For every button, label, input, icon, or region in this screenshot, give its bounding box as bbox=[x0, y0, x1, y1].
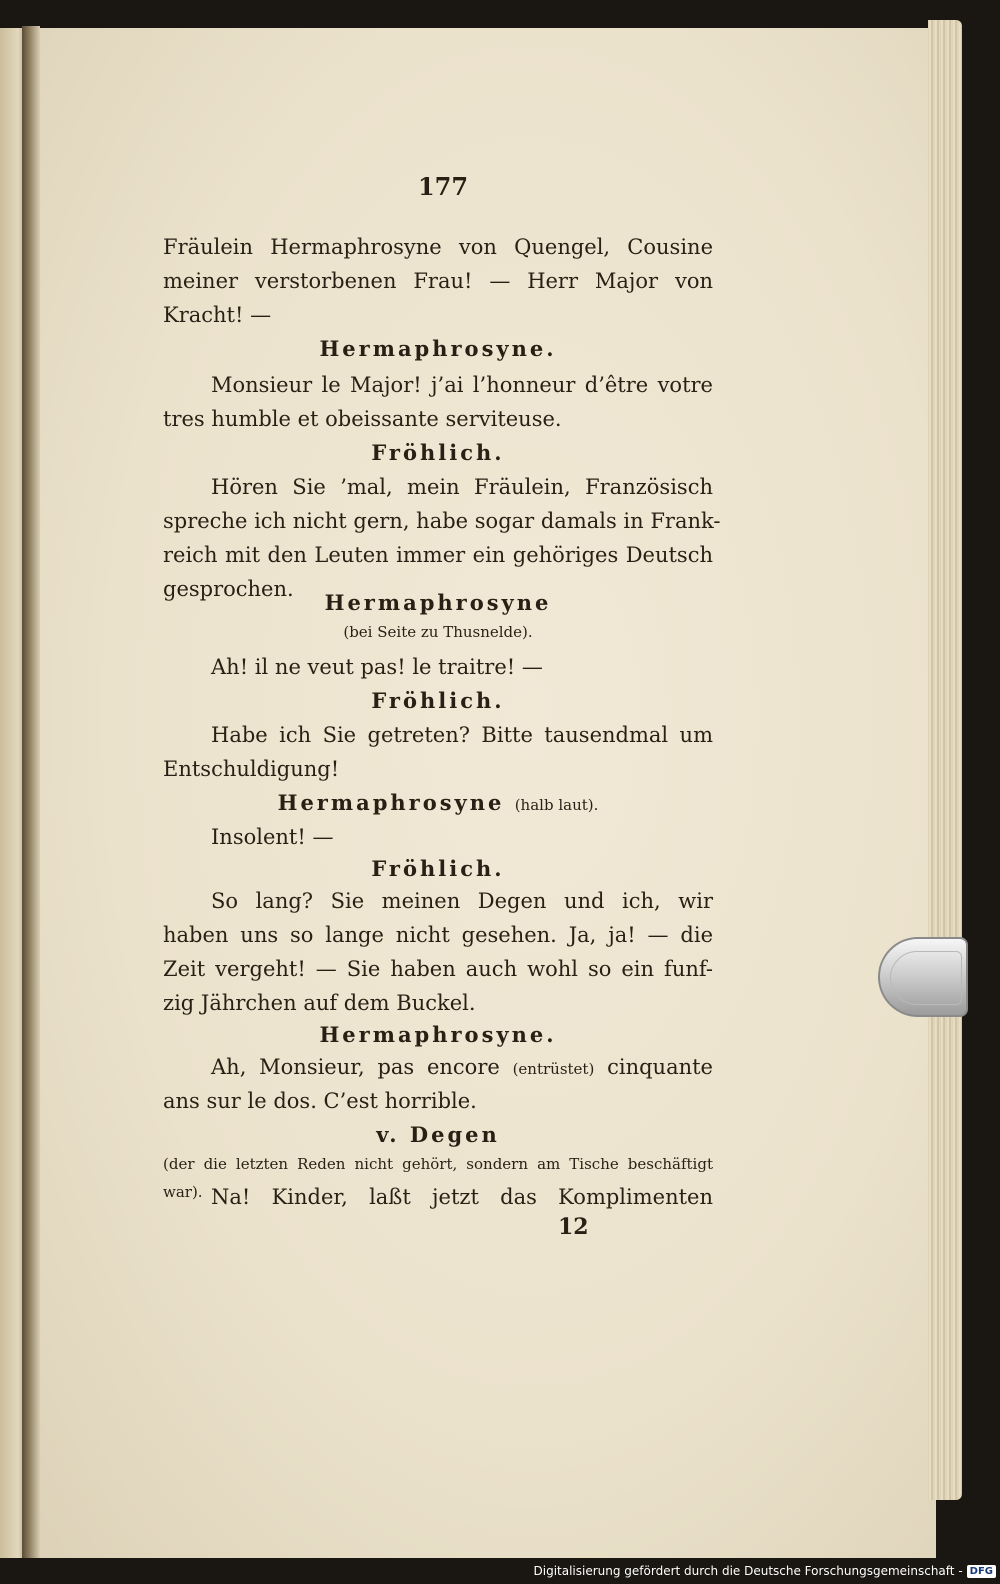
text-line: Ah! il ne veut pas! le traitre! — bbox=[211, 655, 543, 679]
page-clip bbox=[878, 937, 968, 1017]
speaker-name: Fröhlich. bbox=[371, 688, 505, 713]
text-line: Entschuldigung! bbox=[163, 757, 340, 781]
speaker-name: Fröhlich. bbox=[371, 856, 505, 881]
speaker-name: Hermaphrosyne bbox=[324, 590, 552, 615]
text-line: haben uns so lange nicht gesehen. Ja, ja! — die bbox=[163, 923, 713, 947]
text-line: Insolent! — bbox=[211, 825, 334, 849]
text-line: So lang? Sie meinen Degen und ich, wir bbox=[211, 889, 713, 913]
text-line: ans sur le dos. C’est horrible. bbox=[163, 1089, 477, 1113]
text-fragment: cinquante bbox=[607, 1055, 713, 1079]
speaker-name: Hermaphrosyne. bbox=[319, 336, 557, 361]
text-line: meiner verstorbenen Frau! — Herr Major von bbox=[163, 269, 713, 293]
stage-direction: (entrüstet) bbox=[512, 1060, 595, 1078]
text-fragment: Ah, Monsieur, pas encore bbox=[211, 1055, 500, 1079]
text-line: Fräulein Hermaphrosyne von Quengel, Cousine bbox=[163, 235, 713, 259]
text-line: gesprochen. bbox=[163, 577, 294, 601]
text-line: Kracht! — bbox=[163, 303, 272, 327]
text-line: Hören Sie ’mal, mein Fräulein, Französisch bbox=[211, 475, 713, 499]
stage-direction: (der die letzten Reden nicht gehört, sondern am Tische beschäftigt war). bbox=[163, 1155, 713, 1201]
text-line: Monsieur le Major! j’ai l’honneur d’être votre bbox=[211, 373, 713, 397]
stage-direction: (bei Seite zu Thusnelde). bbox=[343, 623, 533, 641]
speaker-heading bbox=[163, 786, 713, 820]
dfg-logo: DFG bbox=[967, 1565, 996, 1578]
footer-text: Digitalisierung gefördert durch die Deutsche Forschungsgemeinschaft - bbox=[533, 1564, 963, 1578]
speaker-name: Hermaphrosyne bbox=[277, 790, 505, 815]
stage-direction: (halb laut). bbox=[514, 796, 599, 814]
speaker-name: v. Degen bbox=[376, 1122, 500, 1147]
book-gutter bbox=[22, 26, 40, 1558]
digitization-footer bbox=[534, 1560, 997, 1582]
text-line: Zeit vergeht! — Sie haben auch wohl so ein funf- bbox=[163, 957, 713, 981]
text-line: tres humble et obeissante serviteuse. bbox=[163, 407, 562, 431]
text-line: spreche ich nicht gern, habe sogar damals in Frank- bbox=[163, 509, 721, 533]
catchword: 12 bbox=[558, 1214, 589, 1240]
text-line bbox=[163, 1050, 713, 1084]
text-line: reich mit den Leuten immer ein gehöriges Deutsch bbox=[163, 543, 713, 567]
speaker-name: Hermaphrosyne. bbox=[319, 1022, 557, 1047]
text-line: zig Jährchen auf dem Buckel. bbox=[163, 991, 476, 1015]
text-line: Na! Kinder, laßt jetzt das Komplimenten bbox=[211, 1185, 713, 1209]
speaker-name: Fröhlich. bbox=[371, 440, 505, 465]
page-number: 177 bbox=[417, 172, 469, 201]
page-edges bbox=[928, 20, 962, 1500]
text-line: Habe ich Sie getreten? Bitte tausendmal um bbox=[211, 723, 713, 747]
